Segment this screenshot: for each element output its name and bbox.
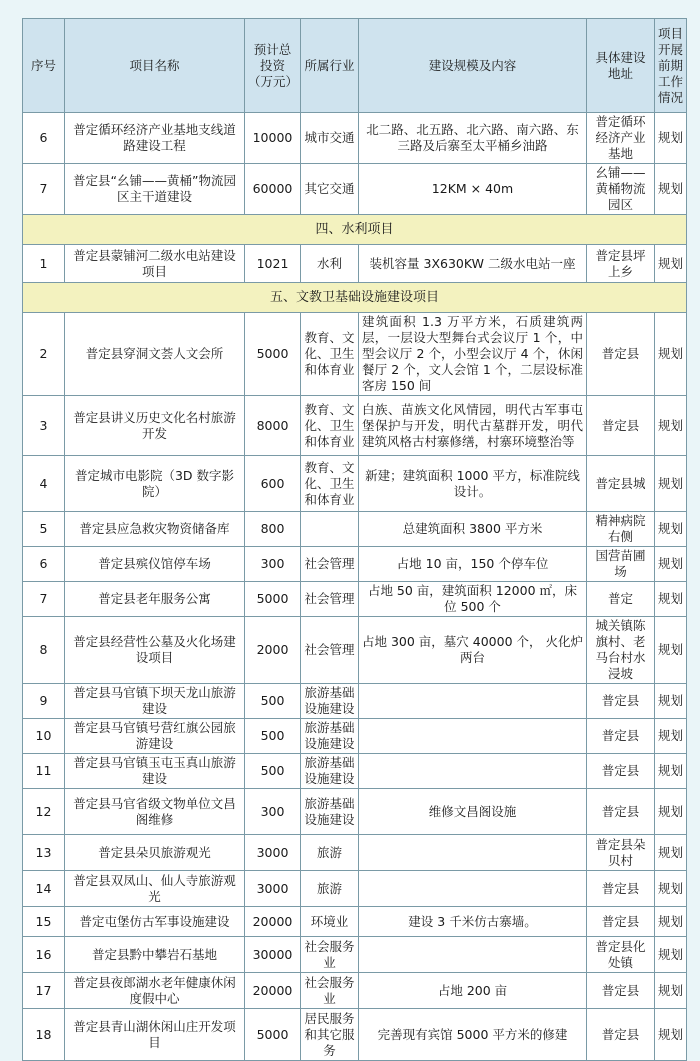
cell-seq: 4 [23, 456, 65, 512]
section-row-culture [23, 283, 687, 313]
table-row [23, 396, 687, 456]
header-scope: 建设规模及内容 [359, 19, 587, 113]
cell-scope: 建设 3 千米仿古寨墙。 [359, 907, 587, 937]
cell-industry: 教育、文化、卫生和体育业 [301, 456, 359, 512]
cell-seq: 10 [23, 719, 65, 754]
cell-industry: 城市交通 [301, 113, 359, 164]
cell-scope [359, 719, 587, 754]
cell-industry: 社会管理 [301, 617, 359, 684]
cell-status: 规划 [655, 313, 687, 396]
table-row [23, 973, 687, 1009]
cell-name: 普定县老年服务公寓 [65, 582, 245, 617]
cell-investment: 500 [245, 719, 301, 754]
cell-status: 规划 [655, 617, 687, 684]
cell-industry: 水利 [301, 245, 359, 283]
cell-status: 规划 [655, 582, 687, 617]
cell-scope: 占地 10 亩，150 个停车位 [359, 547, 587, 582]
table-row [23, 313, 687, 396]
cell-scope: 占地 200 亩 [359, 973, 587, 1009]
cell-scope [359, 684, 587, 719]
cell-industry: 社会管理 [301, 582, 359, 617]
cell-name: 普定县经营性公墓及火化场建设项目 [65, 617, 245, 684]
cell-investment: 20000 [245, 973, 301, 1009]
cell-location: 普定县城 [587, 456, 655, 512]
cell-location: 普定县 [587, 313, 655, 396]
table-row [23, 164, 687, 215]
cell-location: 普定循环经济产业基地 [587, 113, 655, 164]
cell-scope: 北二路、北五路、北六路、南六路、东三路及后寨至太平桶乡油路 [359, 113, 587, 164]
cell-seq: 7 [23, 164, 65, 215]
cell-investment: 600 [245, 456, 301, 512]
cell-status: 规划 [655, 754, 687, 789]
section-row-water [23, 215, 687, 245]
cell-investment: 500 [245, 684, 301, 719]
cell-industry: 教育、文化、卫生和体育业 [301, 396, 359, 456]
cell-investment: 10000 [245, 113, 301, 164]
cell-name: 普定县双凤山、仙人寺旅游观光 [65, 871, 245, 907]
cell-status: 规划 [655, 684, 687, 719]
table-row [23, 937, 687, 973]
cell-scope: 建筑面积 1.3 万平方米，石质建筑两层，一层设大型舞台式会议厅 1 个，中型会议厅 2 个，小型会议厅 4 个，休闲餐厅 2 个，文人会馆 1 个，二层设标准客房 150 间 [359, 313, 587, 396]
cell-investment: 5000 [245, 1009, 301, 1061]
header-location: 具体建设地址 [587, 19, 655, 113]
table-row [23, 684, 687, 719]
cell-location: 普定县 [587, 684, 655, 719]
cell-investment: 30000 [245, 937, 301, 973]
cell-scope: 维修文昌阁设施 [359, 789, 587, 835]
cell-location: 普定县朵贝村 [587, 835, 655, 871]
table-row [23, 512, 687, 547]
header-industry: 所属行业 [301, 19, 359, 113]
cell-seq: 18 [23, 1009, 65, 1061]
cell-scope: 装机容量 3X630KW 二级水电站一座 [359, 245, 587, 283]
table-row [23, 835, 687, 871]
table-row [23, 719, 687, 754]
table-row [23, 456, 687, 512]
cell-name: 普定循环经济产业基地支线道路建设工程 [65, 113, 245, 164]
cell-investment: 20000 [245, 907, 301, 937]
cell-status: 规划 [655, 1009, 687, 1061]
cell-scope: 占地 50 亩，建筑面积 12000 ㎡，床位 500 个 [359, 582, 587, 617]
cell-investment: 3000 [245, 835, 301, 871]
table-row [23, 789, 687, 835]
cell-investment: 300 [245, 547, 301, 582]
cell-scope [359, 754, 587, 789]
cell-status: 规划 [655, 396, 687, 456]
cell-location: 普定县 [587, 754, 655, 789]
table-row [23, 245, 687, 283]
cell-location: 普定县 [587, 719, 655, 754]
cell-industry: 旅游 [301, 871, 359, 907]
table-row [23, 754, 687, 789]
cell-industry: 教育、文化、卫生和体育业 [301, 313, 359, 396]
cell-location: 普定县 [587, 907, 655, 937]
cell-location: 普定 [587, 582, 655, 617]
cell-scope: 12KM × 40m [359, 164, 587, 215]
cell-location: 精神病院右侧 [587, 512, 655, 547]
cell-seq: 9 [23, 684, 65, 719]
cell-location: 普定县 [587, 1009, 655, 1061]
cell-status: 规划 [655, 973, 687, 1009]
cell-scope: 占地 300 亩，墓穴 40000 个， 火化炉两台 [359, 617, 587, 684]
cell-status: 规划 [655, 835, 687, 871]
cell-investment: 3000 [245, 871, 301, 907]
cell-seq: 7 [23, 582, 65, 617]
cell-investment: 1021 [245, 245, 301, 283]
cell-name: 普定县马官镇玉屯玉真山旅游建设 [65, 754, 245, 789]
cell-name: 普定县讲义历史文化名村旅游开发 [65, 396, 245, 456]
cell-seq: 17 [23, 973, 65, 1009]
cell-status: 规划 [655, 164, 687, 215]
table-row [23, 617, 687, 684]
header-row [23, 19, 687, 113]
cell-status: 规划 [655, 547, 687, 582]
cell-industry: 居民服务和其它服务 [301, 1009, 359, 1061]
cell-seq: 8 [23, 617, 65, 684]
cell-seq: 3 [23, 396, 65, 456]
cell-seq: 6 [23, 113, 65, 164]
section-title-culture: 五、文教卫基础设施建设项目 [23, 283, 687, 313]
cell-seq: 1 [23, 245, 65, 283]
table-row [23, 113, 687, 164]
cell-industry: 旅游基础设施建设 [301, 719, 359, 754]
cell-location: 幺铺——黄桶物流园区 [587, 164, 655, 215]
cell-name: 普定县夜郎湖水老年健康休闲度假中心 [65, 973, 245, 1009]
cell-scope [359, 937, 587, 973]
cell-industry: 旅游基础设施建设 [301, 684, 359, 719]
cell-name: 普定屯堡仿古军事设施建设 [65, 907, 245, 937]
cell-investment: 5000 [245, 313, 301, 396]
cell-location: 普定县 [587, 789, 655, 835]
cell-scope: 总建筑面积 3800 平方米 [359, 512, 587, 547]
table-row [23, 547, 687, 582]
cell-name: 普定县青山湖休闲山庄开发项目 [65, 1009, 245, 1061]
cell-scope: 白族、苗族文化风情园，明代古军事屯堡保护与开发，明代古墓群开发，明代建筑风格古村寨修缮，村寨环境整治等 [359, 396, 587, 456]
cell-name: 普定县马官镇号营红旗公园旅游建设 [65, 719, 245, 754]
cell-industry: 旅游 [301, 835, 359, 871]
header-investment: 预计总投资（万元） [245, 19, 301, 113]
cell-seq: 2 [23, 313, 65, 396]
cell-name: 普定县黔中攀岩石基地 [65, 937, 245, 973]
cell-investment: 5000 [245, 582, 301, 617]
cell-status: 规划 [655, 512, 687, 547]
cell-industry: 旅游基础设施建设 [301, 754, 359, 789]
cell-investment: 800 [245, 512, 301, 547]
cell-name: 普定县“幺铺——黄桶”物流园区主干道建设 [65, 164, 245, 215]
cell-seq: 5 [23, 512, 65, 547]
table-row [23, 907, 687, 937]
cell-name: 普定县朵贝旅游观光 [65, 835, 245, 871]
header-status: 项目开展前期工作情况 [655, 19, 687, 113]
cell-seq: 16 [23, 937, 65, 973]
cell-industry: 旅游基础设施建设 [301, 789, 359, 835]
cell-status: 规划 [655, 456, 687, 512]
cell-seq: 11 [23, 754, 65, 789]
project-table [22, 18, 687, 1061]
cell-investment: 300 [245, 789, 301, 835]
cell-investment: 2000 [245, 617, 301, 684]
cell-investment: 500 [245, 754, 301, 789]
cell-location: 普定县 [587, 871, 655, 907]
cell-status: 规划 [655, 871, 687, 907]
cell-name: 普定县马官镇下坝天龙山旅游建设 [65, 684, 245, 719]
cell-seq: 14 [23, 871, 65, 907]
cell-status: 规划 [655, 789, 687, 835]
cell-location: 普定县 [587, 973, 655, 1009]
cell-name: 普定县殡仪馆停车场 [65, 547, 245, 582]
cell-location: 国营苗圃场 [587, 547, 655, 582]
cell-industry: 社会服务业 [301, 973, 359, 1009]
cell-location: 普定县坪上乡 [587, 245, 655, 283]
group-transport [23, 113, 687, 215]
cell-name: 普定城市电影院（3D 数字影院） [65, 456, 245, 512]
cell-scope: 完善现有宾馆 5000 平方米的修建 [359, 1009, 587, 1061]
cell-name: 普定县应急救灾物资储备库 [65, 512, 245, 547]
cell-seq: 6 [23, 547, 65, 582]
cell-investment: 60000 [245, 164, 301, 215]
cell-industry: 社会管理 [301, 547, 359, 582]
cell-location: 普定县化处镇 [587, 937, 655, 973]
table-row [23, 871, 687, 907]
cell-seq: 13 [23, 835, 65, 871]
table-row [23, 582, 687, 617]
section-title-water: 四、水利项目 [23, 215, 687, 245]
cell-scope: 新建；建筑面积 1000 平方，标准院线设计。 [359, 456, 587, 512]
cell-location: 普定县 [587, 396, 655, 456]
cell-industry: 环境业 [301, 907, 359, 937]
cell-name: 普定县穿洞文荟人文会所 [65, 313, 245, 396]
cell-location: 城关镇陈旗村、老马台村水浸坡 [587, 617, 655, 684]
cell-industry [301, 512, 359, 547]
header-name: 项目名称 [65, 19, 245, 113]
cell-investment: 8000 [245, 396, 301, 456]
group-culture [23, 313, 687, 1061]
header-seq: 序号 [23, 19, 65, 113]
cell-status: 规划 [655, 245, 687, 283]
cell-scope [359, 835, 587, 871]
cell-name: 普定县蒙铺河二级水电站建设项目 [65, 245, 245, 283]
cell-industry: 其它交通 [301, 164, 359, 215]
cell-scope [359, 871, 587, 907]
cell-status: 规划 [655, 937, 687, 973]
cell-status: 规划 [655, 719, 687, 754]
cell-industry: 社会服务业 [301, 937, 359, 973]
table-row [23, 1009, 687, 1061]
cell-seq: 12 [23, 789, 65, 835]
group-water [23, 245, 687, 283]
cell-seq: 15 [23, 907, 65, 937]
cell-status: 规划 [655, 907, 687, 937]
cell-name: 普定县马官省级文物单位文昌阁维修 [65, 789, 245, 835]
cell-status: 规划 [655, 113, 687, 164]
